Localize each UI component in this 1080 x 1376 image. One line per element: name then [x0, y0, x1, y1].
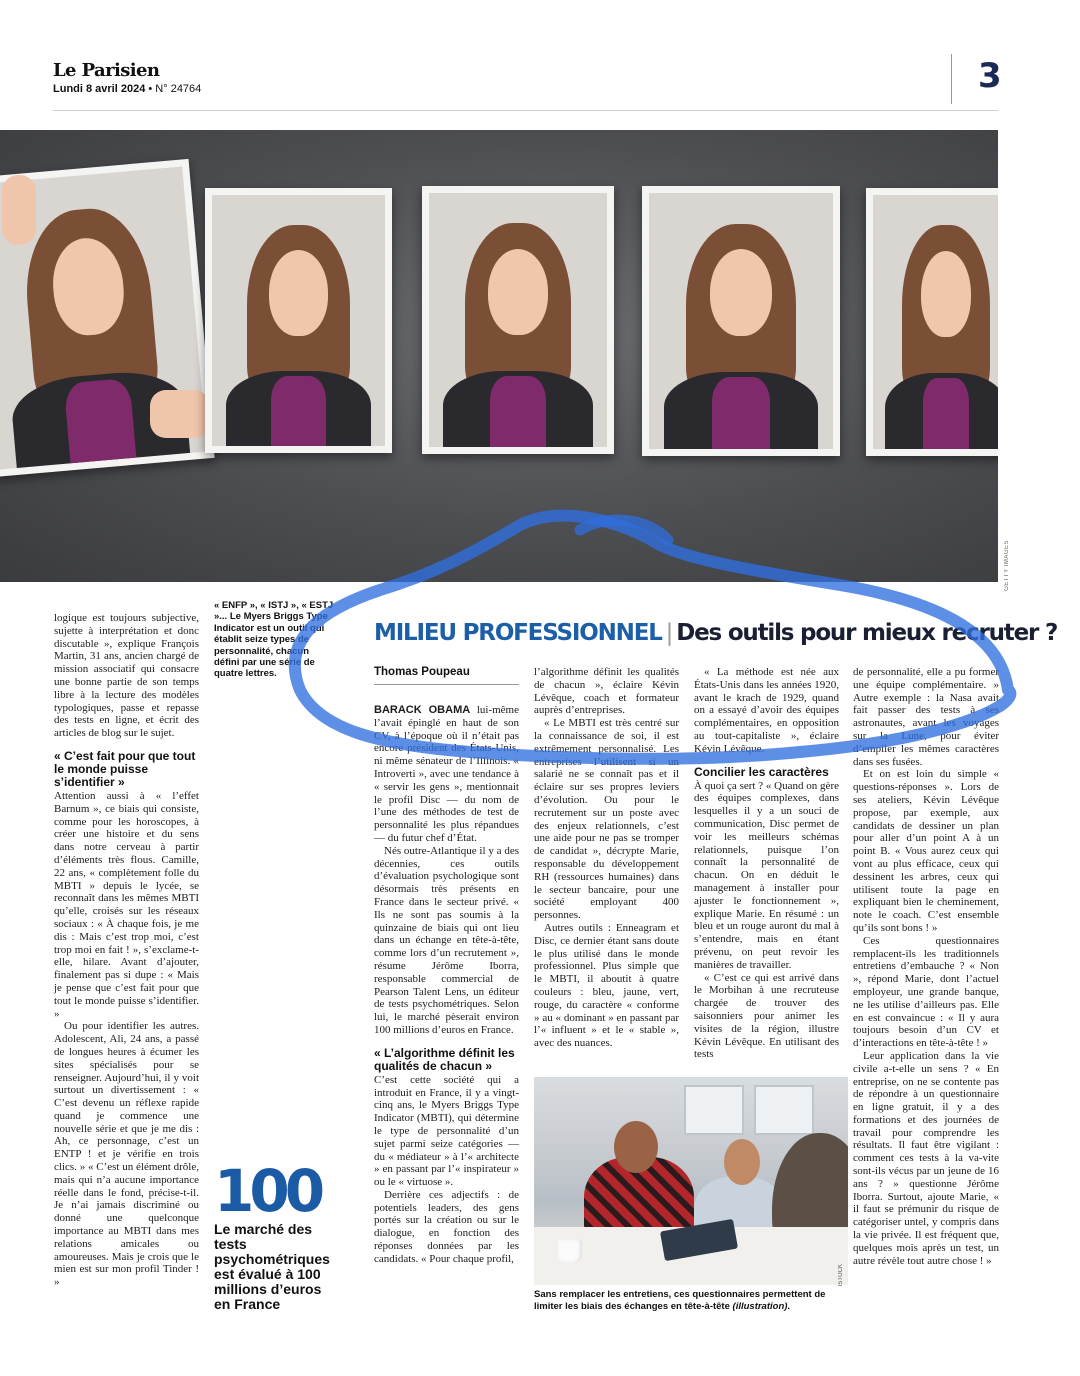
col4-paragraph-3: « C’est ce qui est arrivé dans le Morbihan à une recruteuse chargée de trouver des saisonniers pour animer les visites de la région, illustre Kévin Lévêque. En utilisant des tests [694, 971, 839, 1061]
interview-photo-caption [534, 1289, 850, 1313]
hand-left [2, 175, 36, 245]
page-number-divider [951, 54, 952, 104]
interview-photo-credit: ISTOCK [838, 1264, 844, 1287]
key-figure [214, 1157, 340, 1312]
col5-paragraph-4: Leur application dans la vie civile a-t-elle un sens ? « En entreprise, on ne se contente pas de répondre à un questionnaire en ligne gratuit, il y a des formations et des journées de travail pour comprendre les résultats. Il faut être vigilant : comment ces tests à la va-vite sont-ils vécus par un jeune de 16 ans ? » questionne Jérôme Iborra. Surtout, ajoute Marie, « il faut se prémunir du risque de catégoriser untel, y compris dans la vie privée. Il est fréquent que, quelques mois après un test, un autre révèle tout autre chose ! » [853, 1049, 999, 1267]
key-figure-number: 100 [214, 1157, 321, 1225]
article-rubric [374, 620, 1058, 646]
coffee-cup [558, 1239, 582, 1263]
col1-subhead: « C’est fait pour que tout le monde puisse s’identifier » [54, 748, 196, 789]
hero-photo-caption: « ENFP », « ISTJ », « ESTJ »... Le Myers Briggs Type Indicator est un outil qui établit seize types de personnalité, chacun défini par une série de quatre lettres. [214, 600, 334, 680]
person-left-head [614, 1121, 658, 1173]
col5-paragraph-2: Et on est loin du simple « questions-réponses ». Lors de ses ateliers, Kévin Lévêque propose, par exemple, aux candidats de dessiner un plan pour aller d’un point A à un point B. « Vous aurez ceux qui vont au plus efficace, ceux qui dessinent les arbres, ceux qui utilisent toute la page en expliquant bien le cheminement, note le coach. C’est ensemble qu’ils sont bons ! » [853, 768, 999, 934]
section-kicker: MILIEU PROFESSIONNEL [374, 620, 662, 646]
col1-paragraph-3: Ou pour identifier les autres. Adolescent, Ali, 24 ans, a passé de longues heures à écumer les sites spécialisés pour se renseigner. Aujourd’hui, il y voit surtout un divertissement : « C’est devenu un réflexe rapide quand je commence une nouvelle série et que je me dis : Ah, ce personnage, c’est un ENTP ! et je vérifie en trois clics. » « C’est un élément drôle, mais qui n’a aucune importance réelle dans le fond, précise-t-il. Je n’ai jamais discriminé ou donné une quelconque importance au MBTI dans mes relations amicales ou amoureuses. Mais je crois que le mien est sur mon profil Tinder ! » [54, 1020, 199, 1289]
interview-photo-caption-italic: (illustration) [732, 1301, 788, 1312]
portrait-frame-4 [642, 186, 840, 456]
masthead [53, 60, 253, 95]
page-number: 3 [978, 56, 1002, 96]
column-2 [374, 704, 519, 1266]
col4-paragraph-1: « La méthode est née aux États-Unis dans les années 1920, avant le krach de 1929, quand on a essayé d’avoir des équipes complémentaires, en opposition au tout-capitaliste », éclaire Kévin Lévêque. [694, 666, 839, 755]
header-divider [53, 110, 998, 111]
hero-photo-credit: GETTY IMAGES [1004, 540, 1010, 591]
col4-paragraph-2: À quoi ça sert ? « Quand on gère des équipes complexes, dans lesquelles il y a un souci de communication, Disc permet de voir les meilleurs schémas relationnels, puisque l’on connaît la personnalité de chacun. On en déduit le management à installer pour ajuster le fonctionnement », explique Marie. En résumé : un bleu et un rouge auront du mal à s’entendre, mais en étant prévenu, on peut revoir les manières de travailler. [694, 779, 839, 971]
interview-photo-caption-text: Sans remplacer les entretiens, ces questionnaires permettent de limiter les biais des échanges en tête-à-tête [534, 1289, 826, 1312]
column-4 [694, 666, 839, 1061]
portrait-frame-5 [866, 188, 998, 456]
col5-paragraph-1: de personnalité, elle a pu former une équipe complémentaire. » Autre exemple : la Nasa avait fait passer des tests à ses astronautes, avant les voyages sur la Lune, pour éviter d’empiler les mêmes caractères dans ses fusées. [853, 666, 999, 768]
col3-paragraph-1: l’algorithme définit les qualités de chacun », éclaire Kévin Lévêque, coach et formateur auprès d’entreprises. [534, 666, 679, 717]
issue-date: Lundi 8 avril 2024 [53, 83, 146, 95]
col1-paragraph-2: Attention aussi à « l’effet Barnum », ce biais qui consiste, comme pour les horoscopes, à créer une histoire et du sens dans notre cerveau à partir d’éléments très flous. Camille, 22 ans, « complètement folle du MBTI » depuis le lycée, se reconnaît dans les mêmes MBTI qu’elle, croisés sur les réseaux sociaux : « À chaque fois, je me dis : Mais c’est trop moi, c’est trop moi en fait ! », s’exclame-t-elle, hilare. Avant d’ajouter, finalement pas si dupe : « Mais je pense que c’est fait pour que tout le monde puisse s’identifier. » [54, 789, 199, 1020]
col1-paragraph-1: logique est toujours subjective, sujette à interprétation et donc discutable », explique François Martin, 31 ans, ancien chargé de mission associatif qui consacre une bonne partie de son temps libre à la lecture des modèles typologiques, passe et repasse des tests en ligne, et écrit des articles de blog sur le sujet. [54, 612, 199, 740]
col2-subhead: « L’algorithme définit les qualités de chacun » [374, 1045, 515, 1073]
byline: Thomas Poupeau [374, 666, 519, 685]
col4-subhead: Concilier les caractères [694, 764, 829, 779]
portrait-frame-2 [205, 188, 392, 453]
column-3 [534, 666, 679, 1050]
col2-paragraph-3: C’est cette société qui a introduit en France, il y a vingt-cinq ans, le Myers Briggs Type Indicator (MBTI), qui détermine le type de personnalité d’un sujet parmi seize catégories — du « médiateur » à l’« architecte » en passant par l’« inspirateur » ou le « virtuose ». [374, 1073, 519, 1189]
lead-in: BARACK OBAMA [374, 704, 471, 716]
dateline [53, 83, 253, 95]
col3-paragraph-2: « Le MBTI est très centré sur la connaissance de soi, il est extrêmement personnalisé. Les entreprises l’utilisent si un salarié ne se connaît pas et il éclaire sur ses propres leviers d’évolution. Ou pour le recrutement sur un poste avec des enjeux relationnels, c’est une aide pour ne pas se tromper de candidat », décrypte Marie, responsable du développement RH (ressources humaines) dans le secteur bancaire, pour une société employant 400 personnes. [534, 717, 679, 922]
key-figure-text: Le marché des tests psychométriques est évalué à 100 millions d’euros en France [214, 1221, 330, 1312]
column-1 [54, 612, 199, 1289]
col2-paragraph-2: Nés outre-Atlantique il y a des décennies, ces outils d’évaluation psychologique sont désormais très présents en France dans le secteur privé. « Ils ne sont pas soumis à la quinzaine de biais qui ont lieu dans un échange en tête-à-tête, comme lors d’un recrutement », résume Jérôme Iborra, responsable commercial de Pearson Talent Lens, un éditeur de tests psychométriques. Selon lui, le marché pèserait environ 100 millions d’euros en France. [374, 844, 519, 1036]
column-5 [853, 666, 999, 1267]
col2-paragraph-1-text: lui-même l’avait épinglé en haut de son CV, à l’époque où il n’était pas encore président des États-Unis, ni même sénateur de l’Illinois. « Introverti », avec une tendance à « servir les gens », mentionnait le profil Disc — du nom de l’une des méthodes de test de personnalité les plus répandues — du futur chef d’État. [374, 704, 519, 844]
person-center-head [724, 1139, 760, 1185]
rubric-separator: | [665, 620, 673, 646]
interview-photo-caption-end: . [787, 1301, 791, 1312]
newspaper-logo: Le Parisien [53, 60, 160, 81]
col5-paragraph-3: Ces questionnaires remplacent-ils les traditionnels entretiens d’embauche ? « Non », répond Marie, dont l’actuel employeur, une grande banque, ne les utilise d’ailleurs pas. Elle en est convaincue : « Il y aura toujours besoin d’un CV et d’interactions en tête-à-tête ! » [853, 934, 999, 1050]
dateline-separator: • [145, 83, 156, 95]
issue-number: N° 24764 [155, 83, 202, 95]
col2-paragraph-4: Derrière ces adjectifs : de potentiels leaders, des gens portés sur la création ou sur le dialogue, en fonction des réponses données par les candidats. « Pour chaque profil, [374, 1188, 519, 1265]
col3-paragraph-3: Autres outils : Enneagram et Disc, ce dernier étant sans doute le plus utilisé dans le monde professionnel. Plus simple que le MBTI, il aboutit à quatre couleurs : bleu, jaune, vert, rouge, du caractère « conforme » au « dominant » en passant par l’« influent » et le « stable », avec des nuances. [534, 921, 679, 1050]
portrait-frame-3 [422, 186, 614, 454]
col2-paragraph-1 [374, 704, 519, 845]
hero-photo [0, 130, 998, 582]
hand-right [150, 390, 210, 438]
article-headline: Des outils pour mieux recruter ? [676, 620, 1058, 646]
interview-photo [534, 1077, 848, 1285]
